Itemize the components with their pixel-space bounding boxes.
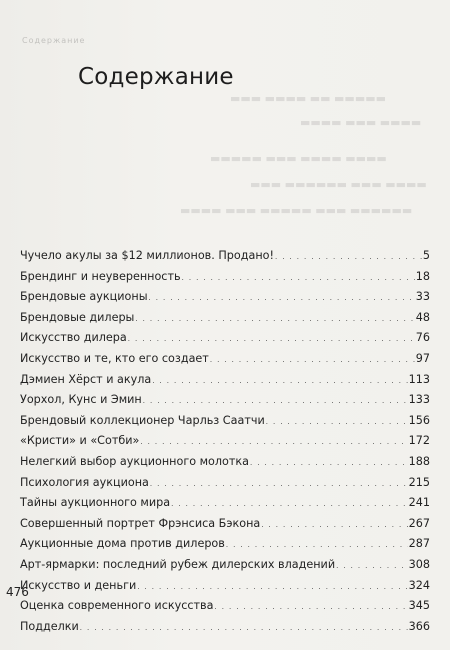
toc-entry-title: Брендинг и неуверенность [20, 269, 181, 283]
toc-entry [20, 555, 430, 576]
toc-page-number: 76 [415, 331, 430, 345]
toc-page-number: 133 [408, 393, 430, 407]
dot-leader [80, 618, 408, 639]
toc-page-number: 18 [415, 269, 430, 283]
toc-page-number: 188 [408, 454, 430, 468]
dot-leader [137, 577, 407, 598]
toc-page-number: 287 [408, 537, 430, 551]
toc-entry [20, 596, 430, 617]
toc-page-number: 33 [415, 290, 430, 304]
bleed-through-decoration: ▬▬▬▬▬ ▬▬▬ ▬▬▬▬ ▬▬▬▬ [210, 152, 387, 165]
toc-page-number: 97 [415, 351, 430, 365]
toc-entry-title: Подделки [20, 619, 79, 633]
dot-leader [266, 412, 408, 433]
toc-page-number: 113 [408, 372, 430, 386]
toc-entry-title: Искусство и деньги [20, 578, 137, 592]
toc-entry [20, 452, 430, 473]
dot-leader [128, 329, 415, 350]
toc-entry [20, 473, 430, 494]
toc-entry-title: Аукционные дома против дилеров [20, 537, 225, 551]
dot-leader [250, 453, 408, 474]
toc-page-number: 48 [415, 310, 430, 324]
toc-entry-title: Тайны аукционного мира [20, 496, 171, 510]
toc-entry-title: Искусство и те, кто его создает [20, 351, 209, 365]
toc-page-number: 366 [408, 619, 430, 633]
toc-entry [20, 390, 430, 411]
dot-leader [135, 309, 414, 330]
toc-entry-title: Психология аукциона [20, 475, 149, 489]
dot-leader [182, 268, 415, 289]
dot-leader [215, 597, 408, 618]
bleed-through-decoration: ▬▬▬ ▬▬▬▬▬▬ ▬▬▬ ▬▬▬▬ [250, 178, 427, 191]
toc-page-number: 241 [408, 496, 430, 510]
toc-entry [20, 411, 430, 432]
dot-leader [150, 474, 408, 495]
toc-entry-title: Искусство дилера [20, 331, 127, 345]
toc-entry [20, 308, 430, 329]
dot-leader [149, 288, 415, 309]
toc-page-number: 215 [408, 475, 430, 489]
toc-entry-title: Чучело акулы за $12 миллионов. Продано! [20, 249, 274, 262]
toc-entry-title: Арт-ярмарки: последний рубеж дилерских владений [20, 557, 336, 571]
bleed-through-decoration: ▬▬▬ ▬▬▬▬ ▬▬ ▬▬▬▬▬ [230, 92, 386, 105]
toc-entry [20, 514, 430, 535]
running-head: Содержание [22, 36, 86, 45]
toc-entry [20, 246, 430, 267]
toc-page-number: 172 [408, 434, 430, 448]
dot-leader [275, 247, 422, 268]
dot-leader [336, 556, 408, 577]
toc-entry [20, 287, 430, 308]
toc-entry [20, 267, 430, 288]
dot-leader [210, 350, 415, 371]
toc-page-number: 267 [408, 516, 430, 530]
toc-entry [20, 576, 430, 597]
dot-leader [261, 515, 407, 536]
toc-entry-title: Нелегкий выбор аукционного молотка [20, 454, 250, 468]
toc-entry-title: Брендовый коллекционер Чарльз Саатчи [20, 413, 265, 427]
dot-leader [226, 535, 408, 556]
toc-page-number: 308 [408, 557, 430, 571]
page-number: 476 [6, 585, 29, 599]
bleed-through-decoration: ▬▬▬▬ ▬▬▬ ▬▬▬▬▬ ▬▬▬ ▬▬▬▬▬▬ [180, 204, 413, 217]
toc-entry [20, 370, 430, 391]
toc-page-number: 324 [408, 578, 430, 592]
toc-page-number: 156 [408, 413, 430, 427]
dot-leader [171, 494, 408, 515]
toc-entry [20, 328, 430, 349]
toc-entry-title: «Кристи» и «Сотби» [20, 434, 140, 448]
table-of-contents [20, 246, 430, 637]
toc-entry [20, 493, 430, 514]
toc-entry-title: Совершенный портрет Фрэнсиса Бэкона [20, 516, 261, 530]
dot-leader [140, 432, 407, 453]
toc-entry-title: Уорхол, Кунс и Эмин [20, 393, 142, 407]
page-title: Содержание [78, 64, 234, 90]
toc-entry [20, 349, 430, 370]
bleed-through-decoration: ▬▬▬▬ ▬▬▬ ▬▬▬▬ [300, 116, 422, 129]
toc-entry-title: Брендовые дилеры [20, 310, 135, 324]
toc-entry-title: Оценка современного искусства [20, 599, 214, 613]
toc-page-number: 5 [422, 249, 430, 262]
toc-entry [20, 431, 430, 452]
dot-leader [152, 371, 407, 392]
toc-page-number: 345 [408, 599, 430, 613]
toc-entry [20, 534, 430, 555]
toc-entry-title: Брендовые аукционы [20, 290, 148, 304]
dot-leader [143, 391, 408, 412]
toc-entry-title: Дэмиен Хёрст и акула [20, 372, 152, 386]
toc-entry [20, 617, 430, 638]
